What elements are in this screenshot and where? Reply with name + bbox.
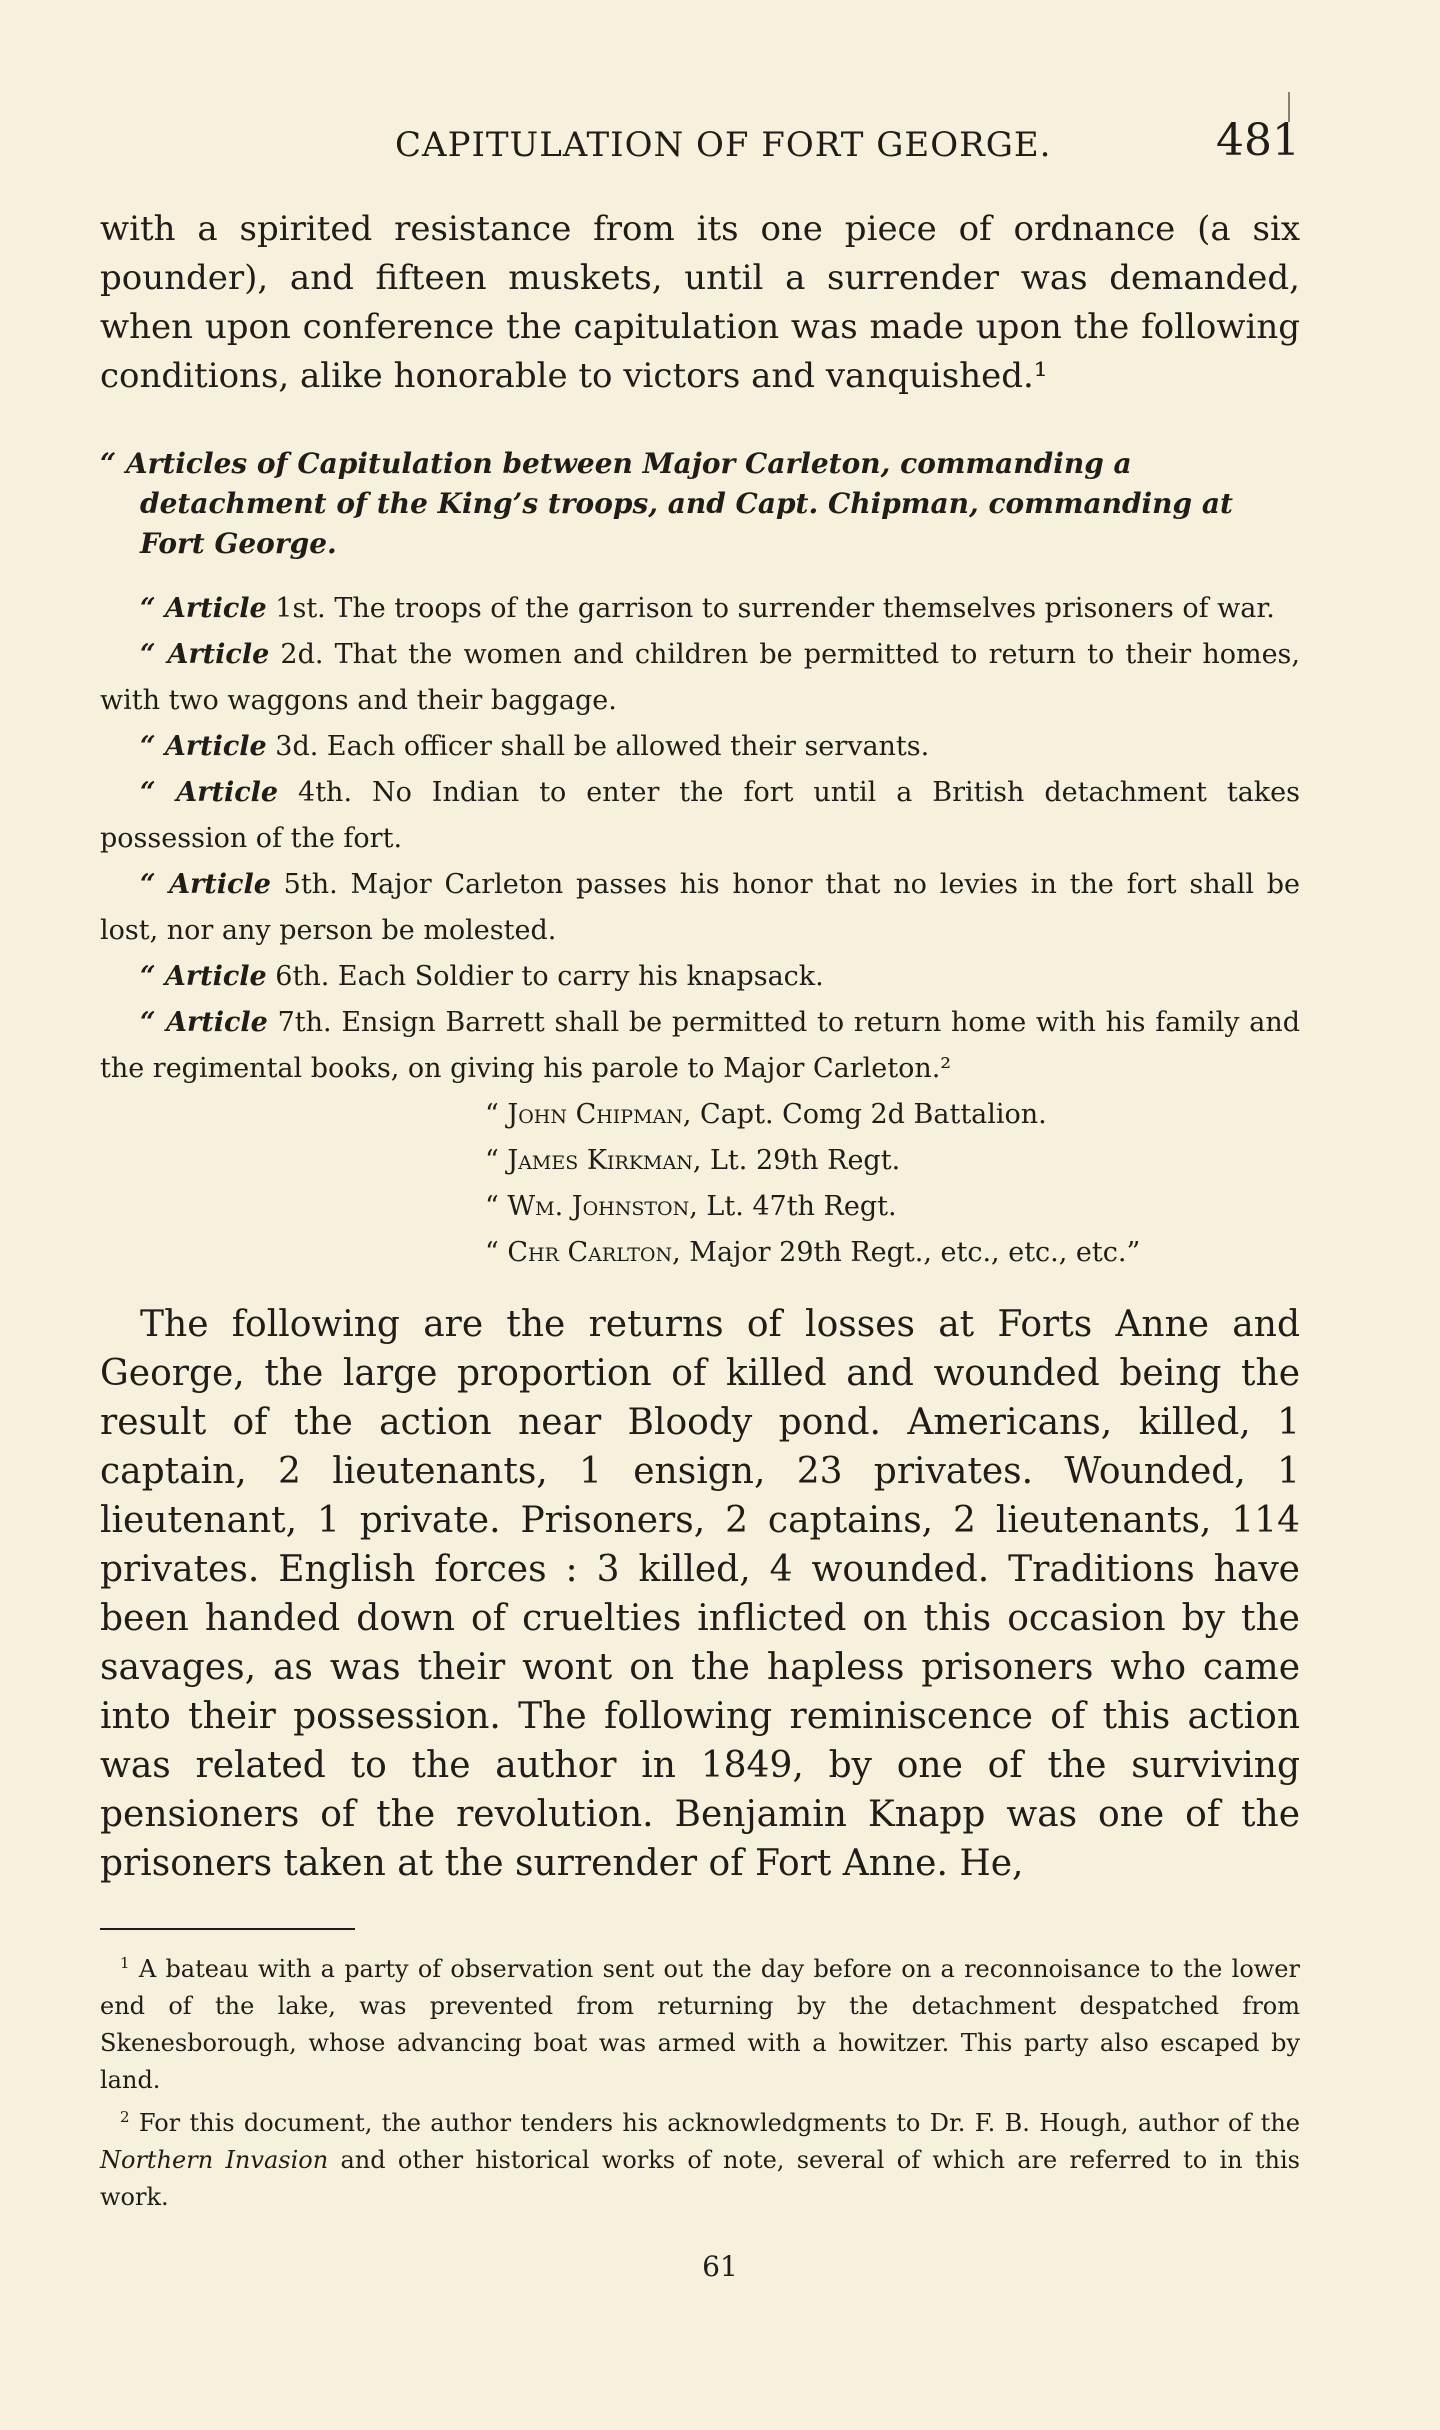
signatory-name: “ Chr Carlton, [485, 1237, 681, 1268]
footnote-1 [100, 1945, 1300, 2099]
signature-line [485, 1230, 1300, 1276]
losses-text: The following are the returns of losses at Forts Anne and George, the large proportion of killed and wounded being the result of the action near Bloody pond. Americans, killed, 1 captain, 2 lieutenants, 1 ensign, 23 privates. Wounded, 1 lieutenant, 1 private. Prisoners, 2 captains, 2 lieutenants, 114 privates. English forces : 3 killed, 4 wounded. Traditions have been handed down of cruelties inflicted on this occasion by the savages, as was their wont on the hapless prisoners who came into their possession. The following reminiscence of this action was related to the author in 1849, by one of the surviving pensioners of the revolution. Benjamin Knapp was one of the prisoners taken at the surrender of Fort Anne. He, [100, 1304, 1300, 1884]
signatory-name: “ John Chipman, [485, 1099, 692, 1130]
footnote-marker: 2 [120, 2108, 130, 2126]
articles-list [100, 586, 1300, 1092]
article-text: 6th. Each Soldier to carry his knapsack. [266, 961, 824, 992]
article-7 [100, 1000, 1300, 1092]
document-heading: “ Articles of Capitulation between Major Carleton, commanding a detachment of the King’s troops, and Capt. Chipman, commanding at Fort George. [100, 447, 1233, 560]
article-label: “ Article [140, 777, 279, 808]
footnote-rule [100, 1928, 355, 1930]
signatory-name: “ Wm. Johnston, [485, 1191, 698, 1222]
article-text: 3d. Each officer shall be allowed their servants. [266, 731, 930, 762]
capitulation-document [100, 444, 1300, 1276]
article-label: “ Article [140, 593, 267, 624]
article-5 [100, 862, 1300, 954]
intro-paragraph [100, 205, 1300, 401]
article-text: 4th. No Indian to enter the fort until a British detachment takes possession of the fort. [100, 777, 1300, 854]
signatory-name: “ James Kirkman, [485, 1145, 702, 1176]
article-label: “ Article [140, 869, 271, 900]
footnote-marker: 1 [120, 1954, 130, 1972]
article-3 [100, 724, 1300, 770]
article-text: 2d. That the women and children be permitted to return to their homes, with two waggons and their baggage. [100, 639, 1300, 716]
article-4 [100, 770, 1300, 862]
footnote-2 [100, 2099, 1300, 2216]
signature-line [485, 1092, 1300, 1138]
footnote-book-title: Northern Invasion [100, 2146, 329, 2174]
article-text: 7th. Ensign Barrett shall be permitted to return home with his family and the regimental books, on giving his parole to Major Carleton.² [100, 1007, 1300, 1084]
footnote-text: A bateau with a party of observation sent out the day before on a reconnoisance to the lower end of the lake, was prevented from returning by the detachment despatched from Skenesborough, whose advancing boat was armed with a howitzer. This party also escaped by land. [100, 1955, 1300, 2094]
running-title: CAPITULATION OF FORT GEORGE. [395, 125, 1052, 165]
signatory-rank: Lt. 47th Regt. [697, 1191, 897, 1222]
footnotes [100, 1945, 1300, 2216]
article-text: 1st. The troops of the garrison to surrender themselves prisoners of war. [266, 593, 1275, 624]
running-head [100, 115, 1300, 175]
page-number: 481 [1216, 115, 1300, 166]
footnote-text: and other historical works of note, several of which are referred to in this work. [100, 2146, 1300, 2211]
signature-line [485, 1184, 1300, 1230]
article-text: 5th. Major Carleton passes his honor that no levies in the fort shall be lost, nor any person be molested. [100, 869, 1300, 946]
article-label: “ Article [140, 639, 270, 670]
footnote-text: For this document, the author tenders his acknowledgments to Dr. F. B. Hough, author of the [138, 2109, 1300, 2137]
article-6 [100, 954, 1300, 1000]
losses-paragraph [100, 1300, 1300, 1888]
article-label: “ Article [140, 961, 267, 992]
signatures-block [100, 1092, 1300, 1276]
signature-mark: 61 [702, 2250, 738, 2283]
signatory-rank: Capt. Comg 2d Battalion. [691, 1099, 1047, 1130]
article-2 [100, 632, 1300, 724]
article-1 [100, 586, 1300, 632]
signatory-rank: Lt. 29th Regt. [701, 1145, 901, 1176]
signature-line [485, 1138, 1300, 1184]
article-label: “ Article [140, 1007, 268, 1038]
intro-text: with a spirited resistance from its one piece of ordnance (a six pounder), and fifteen muskets, until a surrender was demanded, when upon conference the capitulation was made upon the following conditions, alike honorable to victors and vanquished.¹ [100, 209, 1300, 396]
signatory-rank: Major 29th Regt., etc., etc., etc.” [680, 1237, 1141, 1268]
article-label: “ Article [140, 731, 267, 762]
